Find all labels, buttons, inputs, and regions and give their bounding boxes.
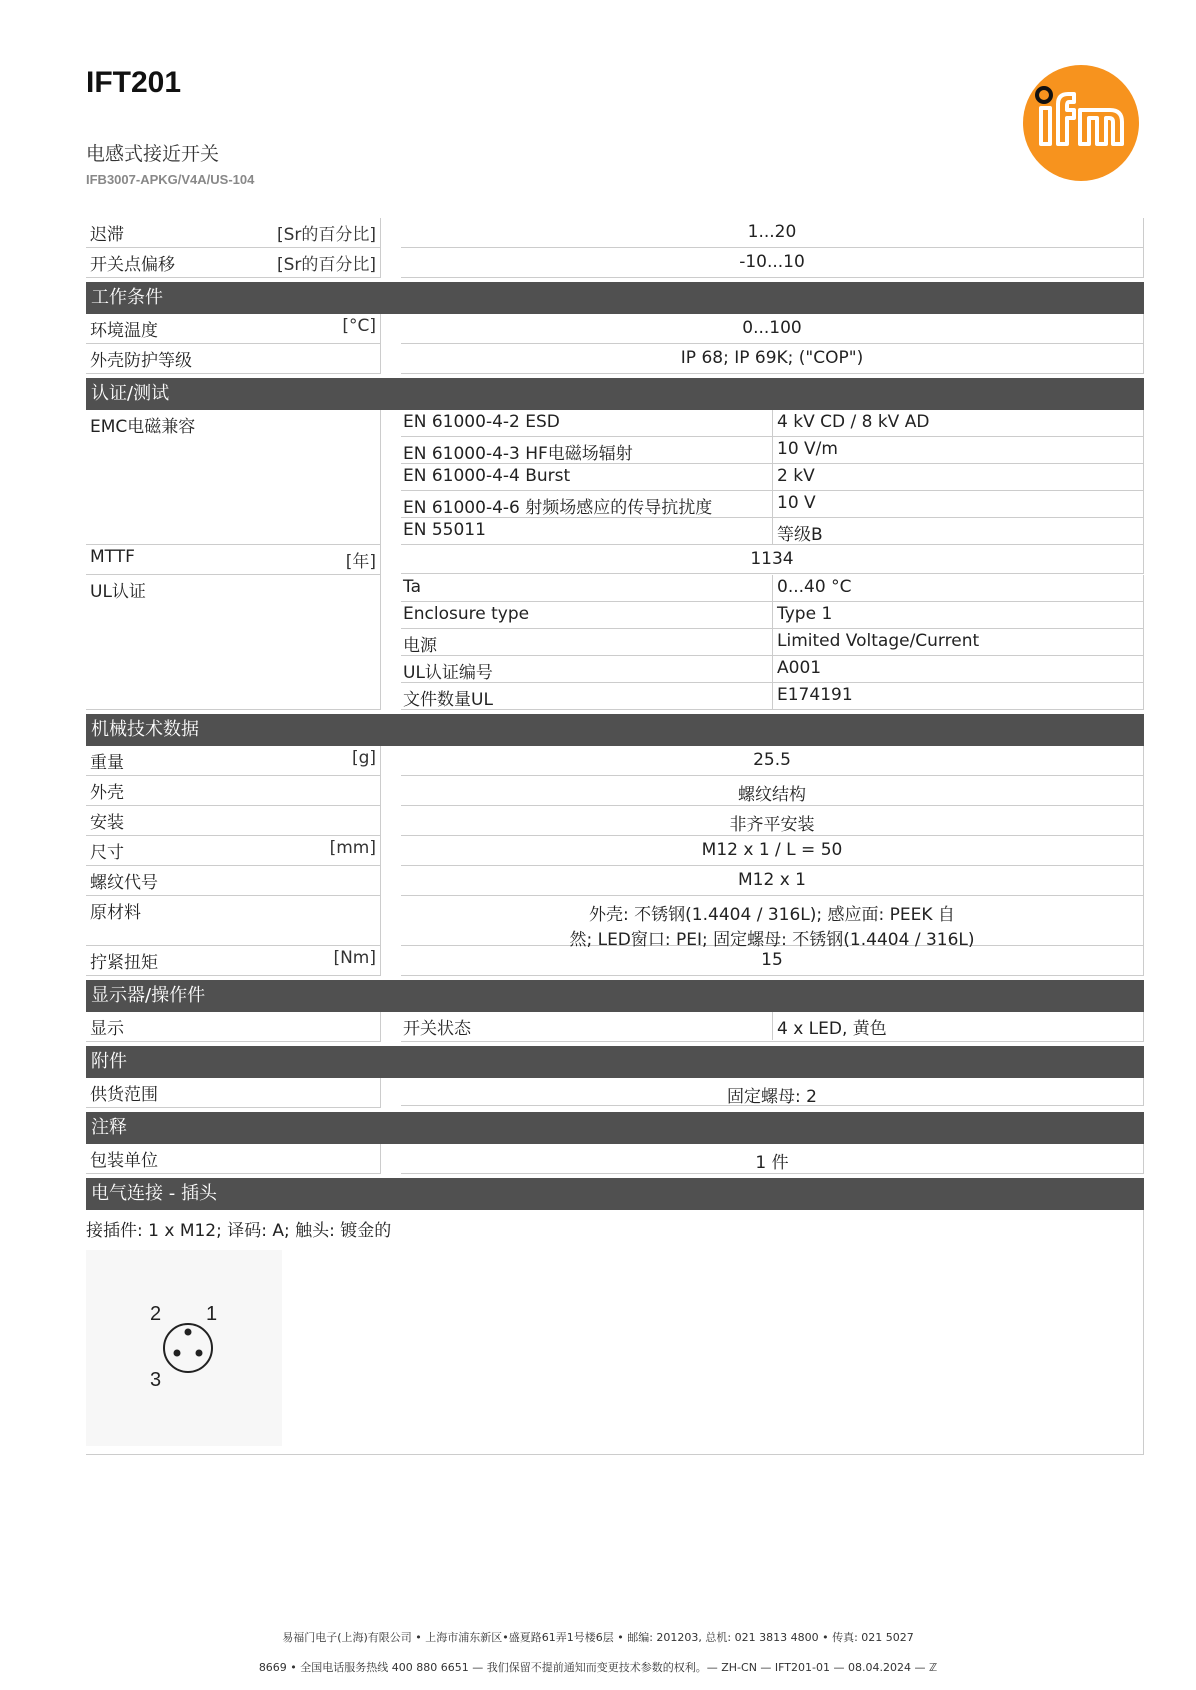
spec-row-ul (86, 575, 1144, 710)
emc-value: 10 V (777, 493, 816, 513)
spec-row-dimensions (86, 836, 1144, 866)
row-label: 显示 (90, 1019, 124, 1039)
emc-standard: EN 55011 (401, 518, 773, 544)
emc-value: 10 V/m (777, 439, 838, 459)
row-label: 环境温度 (90, 321, 158, 341)
materials-line-1: 外壳: 不锈钢(1.4404 / 316L); 感应面: PEEK 自 (589, 905, 955, 925)
ul-value: Limited Voltage/Current (777, 631, 980, 651)
section-accessories: 附件 (86, 1046, 1144, 1078)
row-value: 1 件 (401, 1144, 1144, 1174)
product-subtitle: 电感式接近开关 (86, 143, 220, 165)
spec-row-mounting (86, 806, 1144, 836)
row-unit: [g] (351, 748, 376, 768)
ul-key: Ta (401, 575, 773, 601)
ul-value: E174191 (777, 685, 853, 705)
spec-row-protection (86, 344, 1144, 374)
row-unit: [Sr的百分比] (276, 225, 376, 245)
connector-pinout-icon (86, 1250, 282, 1446)
row-label: 供货范围 (90, 1085, 158, 1105)
row-value: 固定螺母: 2 (401, 1078, 1144, 1106)
footer-line-2 (0, 1659, 1196, 1675)
connection-description: 接插件: 1 x M12; 译码: A; 触头: 镀金的 (86, 1221, 392, 1241)
ul-key: UL认证编号 (401, 656, 773, 682)
section-mechanical: 机械技术数据 (86, 714, 1144, 746)
ul-value: Type 1 (777, 604, 833, 624)
connection-panel (86, 1210, 1144, 1455)
spec-row-hysteresis (86, 218, 1144, 248)
section-notes: 注释 (86, 1112, 1144, 1144)
product-code: IFB3007-APKG/V4A/US-104 (86, 172, 255, 187)
spec-row-materials (86, 896, 1144, 950)
ul-value: 0...40 °C (777, 577, 852, 597)
row-label: 重量 (90, 753, 124, 773)
ifm-logo (1022, 64, 1140, 182)
row-value: 1134 (401, 545, 1144, 574)
spec-row-scope-of-delivery (86, 1078, 1144, 1108)
emc-value: 4 kV CD / 8 kV AD (777, 412, 930, 432)
row-value: 非齐平安装 (401, 806, 1144, 836)
row-value: -10...10 (401, 248, 1144, 278)
footer-line-1: 易福门电子(上海)有限公司 • 上海市浦东新区•盛夏路61弄1号楼6层 • 邮编: 201203, 总机: 021 3813 4800 • 传真: 021 5027 (282, 1631, 914, 1644)
pin-label-1: 1 (206, 1303, 218, 1325)
emc-standard: EN 61000-4-3 HF电磁场辐射 (401, 437, 773, 463)
spec-row-torque (86, 946, 1144, 976)
emc-value: 等级B (777, 525, 823, 545)
display-value: 4 x LED, 黄色 (777, 1019, 887, 1039)
row-value: 15 (401, 946, 1144, 976)
footer-line-2-text: 8669 • 全国电话服务热线 400 880 6651 — 我们保留不提前通知而变更技术参数的权利。— ZH-CN — IFT201-01 — 08.04.2024 — (258, 1661, 929, 1674)
row-label: 外壳 (90, 783, 124, 803)
row-label: 包装单位 (90, 1151, 158, 1171)
row-value: 1...20 (401, 218, 1144, 248)
section-certification: 认证/测试 (86, 378, 1144, 410)
spec-row-switch-drift (86, 248, 1144, 278)
section-working-conditions: 工作条件 (86, 282, 1144, 314)
row-label: UL认证 (90, 582, 146, 602)
emc-standard: EN 61000-4-2 ESD (401, 410, 773, 436)
row-label: 原材料 (90, 903, 141, 923)
emc-standard: EN 61000-4-6 射频场感应的传导抗扰度 (401, 491, 773, 517)
spec-row-emc (86, 410, 1144, 545)
row-label: 安装 (90, 813, 124, 833)
spec-row-thread (86, 866, 1144, 896)
row-value: M12 x 1 (401, 866, 1144, 896)
row-unit: [Nm] (333, 948, 376, 968)
row-label: 尺寸 (90, 843, 124, 863)
spec-row-packaging (86, 1144, 1144, 1174)
section-display: 显示器/操作件 (86, 980, 1144, 1012)
ul-value: A001 (777, 658, 822, 678)
row-label: 螺纹代号 (90, 873, 158, 893)
row-value: IP 68; IP 69K; ("COP") (401, 344, 1144, 374)
row-value (401, 896, 1144, 950)
spec-row-ambient-temp (86, 314, 1144, 344)
spec-row-display (86, 1012, 1144, 1042)
section-connection: 电气连接 - 插头 (86, 1178, 1144, 1210)
pin-label-2: 2 (150, 1303, 162, 1325)
ul-key: Enclosure type (401, 602, 773, 628)
row-label: 拧紧扭矩 (90, 953, 158, 973)
row-value: 螺纹结构 (401, 776, 1144, 806)
pin-label-3: 3 (150, 1369, 162, 1391)
row-unit: [Sr的百分比] (276, 255, 376, 275)
row-value: M12 x 1 / L = 50 (401, 836, 1144, 866)
row-unit: [年] (345, 552, 376, 572)
spec-table (86, 218, 1144, 1455)
row-unit: [°C] (342, 316, 376, 336)
connector-diagram (86, 1250, 282, 1446)
row-label: 开关点偏移 (90, 255, 175, 275)
row-value: 25.5 (401, 746, 1144, 776)
display-key: 开关状态 (401, 1012, 773, 1040)
ul-key: 电源 (401, 629, 773, 655)
row-unit: [mm] (329, 838, 376, 858)
product-title: IFT201 (86, 66, 182, 99)
materials-line-2: 然; LED窗口: PEI; 固定螺母: 不锈钢(1.4404 / 316L) (569, 930, 975, 950)
row-label: MTTF (90, 547, 135, 567)
row-label: 外壳防护等级 (90, 351, 192, 371)
spec-row-housing (86, 776, 1144, 806)
row-label: EMC电磁兼容 (90, 417, 196, 437)
ul-key: 文件数量UL (401, 683, 773, 709)
emc-standard: EN 61000-4-4 Burst (401, 464, 773, 490)
emc-value: 2 kV (777, 466, 815, 486)
footer-line-2-end: ℤ (928, 1661, 938, 1674)
spec-row-mttf (86, 545, 1144, 575)
row-label: 迟滞 (90, 225, 124, 245)
row-value: 0...100 (401, 314, 1144, 344)
spec-row-weight (86, 746, 1144, 776)
